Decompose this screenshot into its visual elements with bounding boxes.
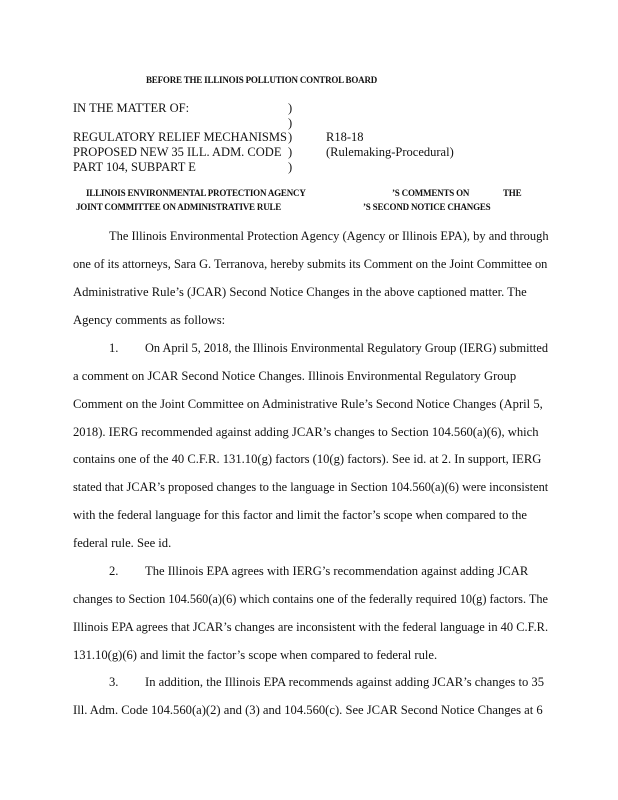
para1-line: federal rule. See id. [73, 536, 172, 550]
paragraph-number: 3. [109, 675, 119, 689]
board-title: BEFORE THE ILLINOIS POLLUTION CONTROL BOARD [146, 75, 378, 85]
caption-line-3: PROPOSED NEW 35 ILL. ADM. CODE [73, 145, 282, 159]
docket-number: R18-18 [326, 130, 364, 144]
intro-line: The Illinois Environmental Protection Agency (Agency or Illinois EPA), by and through [109, 229, 549, 243]
para2-line: Illinois EPA agrees that JCAR’s changes are inconsistent with the federal language in 40 C.F.R. [73, 620, 549, 634]
title-line-1-far: THE [503, 188, 522, 198]
intro-line: Administrative Rule’s (JCAR) Second Notice Changes in the above captioned matter. The [73, 285, 527, 299]
caption-paren: ) [288, 160, 293, 174]
caption-paren: ) [288, 145, 293, 159]
title-line-2-right: ’S SECOND NOTICE CHANGES [363, 202, 491, 212]
title-line-1-left: ILLINOIS ENVIRONMENTAL PROTECTION AGENCY [86, 188, 306, 198]
docket-type: (Rulemaking-Procedural) [326, 145, 454, 159]
para1-line: On April 5, 2018, the Illinois Environmental Regulatory Group (IERG) submitted [145, 341, 548, 355]
caption-line-1: IN THE MATTER OF: [73, 101, 190, 115]
caption-paren: ) [288, 116, 293, 130]
para2-line: The Illinois EPA agrees with IERG’s recommendation against adding JCAR [145, 564, 529, 578]
para1-line: stated that JCAR’s proposed changes to the language in Section 104.560(a)(6) were inconsistent [73, 480, 549, 494]
para2-line: 131.10(g)(6) and limit the factor’s scope when compared to federal rule. [73, 648, 438, 662]
para2-line: changes to Section 104.560(a)(6) which contains one of the federally required 10(g) factors. The [73, 592, 549, 606]
caption-line-2: REGULATORY RELIEF MECHANISMS [73, 130, 287, 144]
title-line-1-right: ’S COMMENTS ON [392, 188, 470, 198]
caption-line-4: PART 104, SUBPART E [73, 160, 196, 174]
intro-line: one of its attorneys, Sara G. Terranova, hereby submits its Comment on the Joint Committee on [73, 257, 548, 271]
para1-line: with the federal language for this factor and limit the factor’s scope when compared to the [73, 508, 528, 522]
para1-line: a comment on JCAR Second Notice Changes. Illinois Environmental Regulatory Group [73, 369, 517, 383]
para3-line: In addition, the Illinois EPA recommends against adding JCAR’s changes to 35 [145, 675, 544, 689]
caption-paren: ) [288, 130, 293, 144]
para3-line: Ill. Adm. Code 104.560(a)(2) and (3) and 104.560(c). See JCAR Second Notice Changes at 6 [73, 703, 543, 717]
para1-line: 2018). IERG recommended against adding JCAR’s changes to Section 104.560(a)(6), which [73, 425, 539, 439]
para1-line: contains one of the 40 C.F.R. 131.10(g) factors (10(g) factors). See id. at 2. In support, IERG [73, 452, 542, 466]
para1-line: Comment on the Joint Committee on Administrative Rule’s Second Notice Changes (April 5, [73, 397, 543, 411]
title-line-2-left: JOINT COMMITTEE ON ADMINISTRATIVE RULE [76, 202, 282, 212]
caption-paren: ) [288, 101, 293, 115]
paragraph-number: 1. [109, 341, 119, 355]
intro-line: Agency comments as follows: [73, 313, 226, 327]
paragraph-number: 2. [109, 564, 119, 578]
